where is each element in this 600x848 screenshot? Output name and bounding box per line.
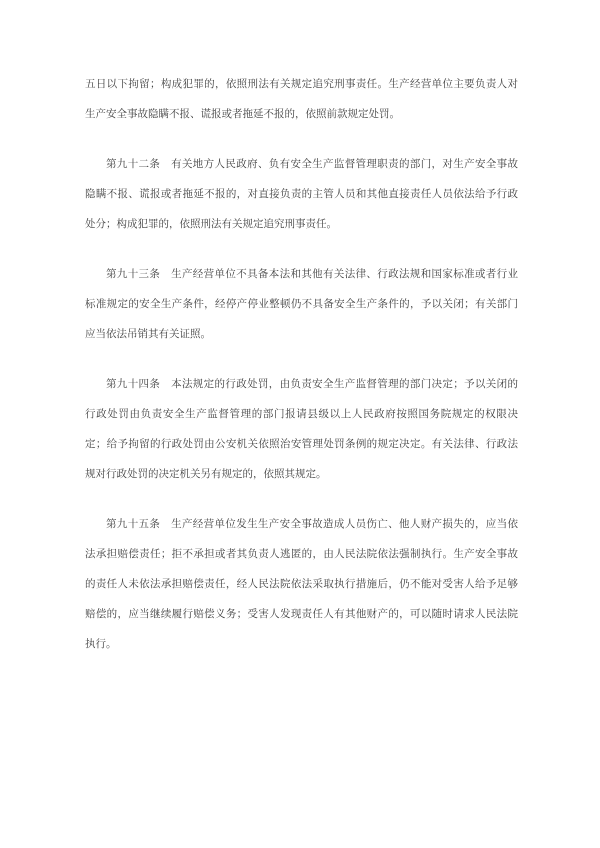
text-line: 行政处罚由负责安全生产监督管理的部门报请县级以上人民政府按照国务院规定的权限决 [85, 409, 518, 420]
paragraph-article-92 [85, 150, 518, 240]
text-line: 标准规定的安全生产条件，经停产停业整顿仍不具备安全生产条件的，予以关闭；有关部门 [85, 299, 518, 310]
text-line: 法承担赔偿责任；拒不承担或者其负责人逃匿的，由人民法院依法强制执行。生产安全事故 [85, 549, 518, 560]
paragraph-article-94 [85, 370, 518, 490]
text-line: 第九十四条 本法规定的行政处罚，由负责安全生产监督管理的部门决定；予以关闭的 [106, 379, 518, 390]
text-line: 应当依法吊销其有关证照。 [85, 329, 211, 340]
paragraph-article-91-continuation [85, 70, 518, 130]
text-line: 第九十五条 生产经营单位发生生产安全事故造成人员伤亡、他人财产损失的，应当依 [106, 519, 518, 530]
text-line: 定；给予拘留的行政处罚由公安机关依照治安管理处罚条例的规定决定。有关法律、行政法 [85, 439, 518, 450]
text-line: 规对行政处罚的决定机关另有规定的，依照其规定。 [85, 469, 327, 480]
paragraph-article-93 [85, 260, 518, 350]
text-line: 第九十二条 有关地方人民政府、负有安全生产监督管理职责的部门，对生产安全事故 [106, 159, 518, 170]
text-line: 的责任人未依法承担赔偿责任，经人民法院依法采取执行措施后，仍不能对受害人给予足够 [85, 579, 518, 590]
text-line: 执行。 [85, 639, 117, 650]
text-line: 赔偿的，应当继续履行赔偿义务；受害人发现责任人有其他财产的，可以随时请求人民法院 [85, 609, 518, 620]
text-line: 隐瞒不报、谎报或者拖延不报的，对直接负责的主管人员和其他直接责任人员依法给予行政 [85, 189, 518, 200]
text-line: 生产安全事故隐瞒不报、谎报或者拖延不报的，依照前款规定处罚。 [85, 109, 400, 120]
text-line: 五日以下拘留；构成犯罪的，依照刑法有关规定追究刑事责任。生产经营单位主要负责人对 [85, 79, 518, 90]
document-body [85, 70, 518, 680]
paragraph-article-95 [85, 510, 518, 660]
text-line: 处分；构成犯罪的，依照刑法有关规定追究刑事责任。 [85, 219, 337, 230]
text-line: 第九十三条 生产经营单位不具备本法和其他有关法律、行政法规和国家标准或者行业 [106, 269, 518, 280]
